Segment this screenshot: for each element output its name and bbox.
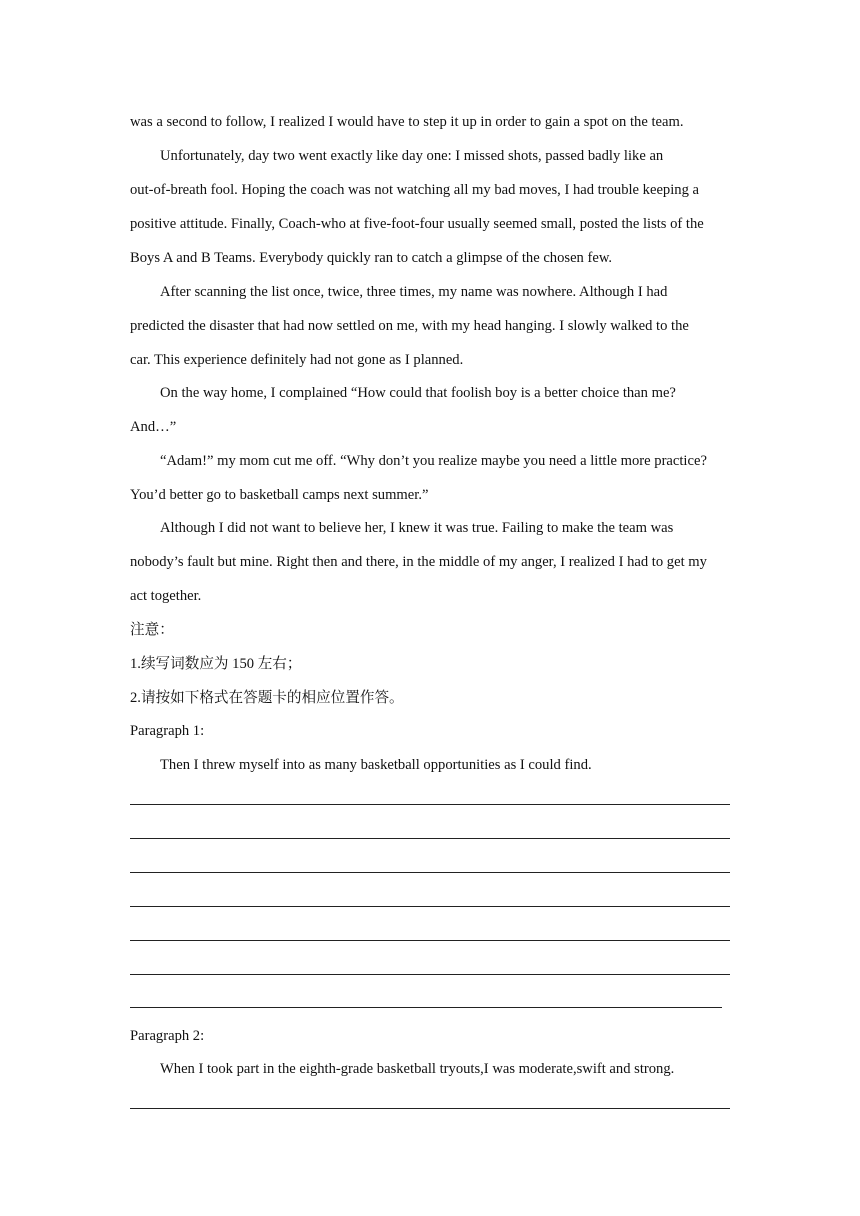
answer-line <box>130 838 730 839</box>
story-line-13: Although I did not want to believe her, I knew it was true. Failing to make the team was <box>160 520 674 536</box>
notes-heading: 注意： <box>130 622 174 638</box>
story-line-9: On the way home, I complained “How could that foolish boy is a better choice than me? <box>160 385 676 401</box>
answer-line <box>130 1108 730 1109</box>
answer-line <box>130 804 730 805</box>
answer-line <box>130 940 730 941</box>
paragraph-2-opening: When I took part in the eighth-grade basketball tryouts,I was moderate,swift and strong. <box>160 1061 675 1077</box>
story-line-14: nobody’s fault but mine. Right then and there, in the middle of my anger, I realized I had to get my <box>130 554 707 570</box>
notes-item-1: 1.续写词数应为 150 左右； <box>130 656 302 672</box>
paragraph-2-label: Paragraph 2: <box>130 1028 205 1044</box>
story-line-8: car. This experience definitely had not gone as I planned. <box>130 352 464 368</box>
story-line-2: Unfortunately, day two went exactly like day one: I missed shots, passed badly like an <box>160 148 664 164</box>
story-line-10: And…” <box>130 419 177 435</box>
answer-line <box>130 1007 722 1008</box>
answer-line <box>130 872 730 873</box>
story-line-11: “Adam!” my mom cut me off. “Why don’t you realize maybe you need a little more practice? <box>160 453 707 469</box>
paragraph-1-label: Paragraph 1: <box>130 723 205 739</box>
story-line-3: out-of-breath fool. Hoping the coach was not watching all my bad moves, I had trouble keeping a <box>130 182 699 198</box>
answer-line <box>130 906 730 907</box>
story-line-1: was a second to follow, I realized I would have to step it up in order to gain a spot on the team. <box>130 114 684 130</box>
story-line-6: After scanning the list once, twice, three times, my name was nowhere. Although I had <box>160 284 668 300</box>
story-line-4: positive attitude. Finally, Coach-who at five-foot-four usually seemed small, posted the lists of the <box>130 216 704 232</box>
notes-item-2: 2.请按如下格式在答题卡的相应位置作答。 <box>130 690 404 706</box>
story-line-5: Boys A and B Teams. Everybody quickly ran to catch a glimpse of the chosen few. <box>130 250 613 266</box>
story-line-7: predicted the disaster that had now settled on me, with my head hanging. I slowly walked to the <box>130 318 689 334</box>
story-line-15: act together. <box>130 588 202 604</box>
paragraph-1-opening: Then I threw myself into as many basketball opportunities as I could find. <box>160 757 592 773</box>
story-line-12: You’d better go to basketball camps next summer.” <box>130 487 429 503</box>
answer-line <box>130 974 730 975</box>
